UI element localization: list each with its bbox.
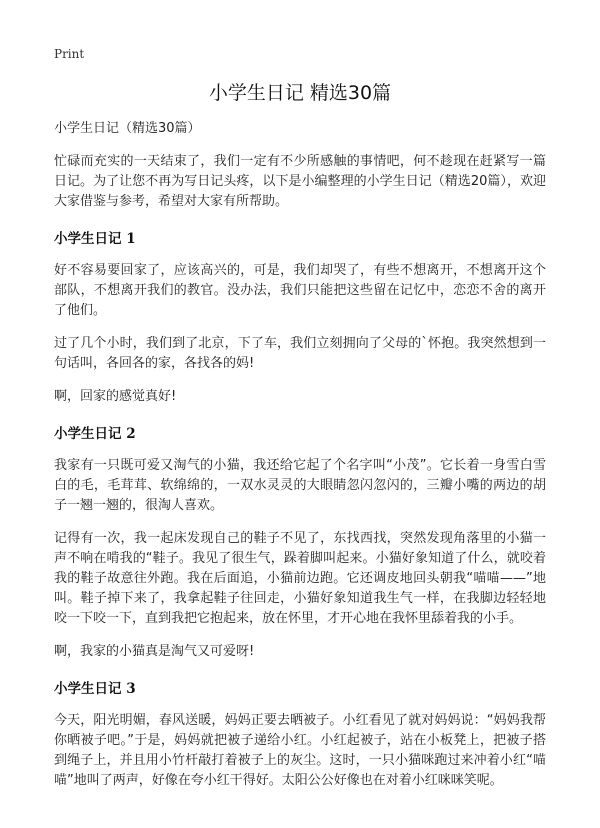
section-paragraph: 过了几个小时，我们到了北京，下了车，我们立刻拥向了父母的`怀抱。我突然想到一句话叫，各回各的家，各找各的妈! bbox=[54, 336, 546, 371]
section-paragraph: 我家有一只既可爱又淘气的小猫，我还给它起了个名字叫“小茂”。它长着一身雪白雪白的毛，毛茸茸、软绵绵的，一双水灵灵的大眼睛忽闪忽闪的，三瓣小嘴的两边的胡子一翘一翘的，很淘人喜欢。 bbox=[54, 458, 546, 513]
section-heading: 小学生日记 2 bbox=[54, 426, 136, 442]
document-content bbox=[54, 120, 546, 804]
section-paragraph: 啊，我家的小猫真是淘气又可爱呀! bbox=[54, 644, 255, 659]
diary-section-2 bbox=[54, 425, 546, 662]
print-link[interactable]: Print bbox=[54, 47, 85, 61]
section-paragraph: 好不容易要回家了，应该高兴的，可是，我们却哭了，有些不想离开，不想离开这个部队，不想离开我们的教官。没办法，我们只能把这些留在记忆中，恋恋不舍的离开了他们。 bbox=[54, 263, 546, 318]
section-paragraph: 今天，阳光明媚，春风送暖，妈妈正要去晒被子。小红看见了就对妈妈说：“妈妈我帮你晒被子吧。”于是，妈妈就把被子递给小红。小红起被子，站在小板凳上，把被子搭到绳子上，并且用小竹杆敲打着被子上的灰尘。这时，一只小猫咪跑过来冲着小红“喵喵”地叫了两声，好像在夸小红干得好。太阳公公好像也在对着小红咪咪笑呢。 bbox=[54, 713, 546, 788]
diary-section-1 bbox=[54, 230, 546, 407]
intro-paragraph: 忙碌而充实的一天结束了，我们一定有不少所感触的事情吧，何不趁现在赶紧写一篇日记。为了让您不再为写日记头疼，以下是小编整理的小学生日记（精选20篇），欢迎大家借鉴与参考，希望对大家有所帮助。 bbox=[54, 154, 546, 209]
section-paragraph: 啊，回家的感觉真好! bbox=[54, 389, 177, 404]
page-title: 小学生日记 精选30篇 bbox=[208, 82, 392, 104]
section-heading: 小学生日记 3 bbox=[54, 681, 136, 697]
section-paragraph: 记得有一次，我一起床发现自己的鞋子不见了，东找西找，突然发现角落里的小猫一声不响在啃我的“鞋子。我见了很生气，跺着脚叫起来。小猫好象知道了什么，就咬着我的鞋子故意往外跑。我在后面追，小猫前边跑。它还调皮地回头朝我“喵喵——”地叫。鞋子掉下来了，我拿起鞋子往回走，小猫好象知道我生气一样，在我脚边轻轻地咬一下咬一下，直到我把它抱起来，放在怀里，才开心地在我怀里舔着我的小手。 bbox=[54, 531, 546, 626]
section-heading: 小学生日记 1 bbox=[54, 231, 136, 247]
document-subtitle: 小学生日记（精选30篇） bbox=[54, 121, 201, 136]
diary-section-3 bbox=[54, 680, 546, 791]
